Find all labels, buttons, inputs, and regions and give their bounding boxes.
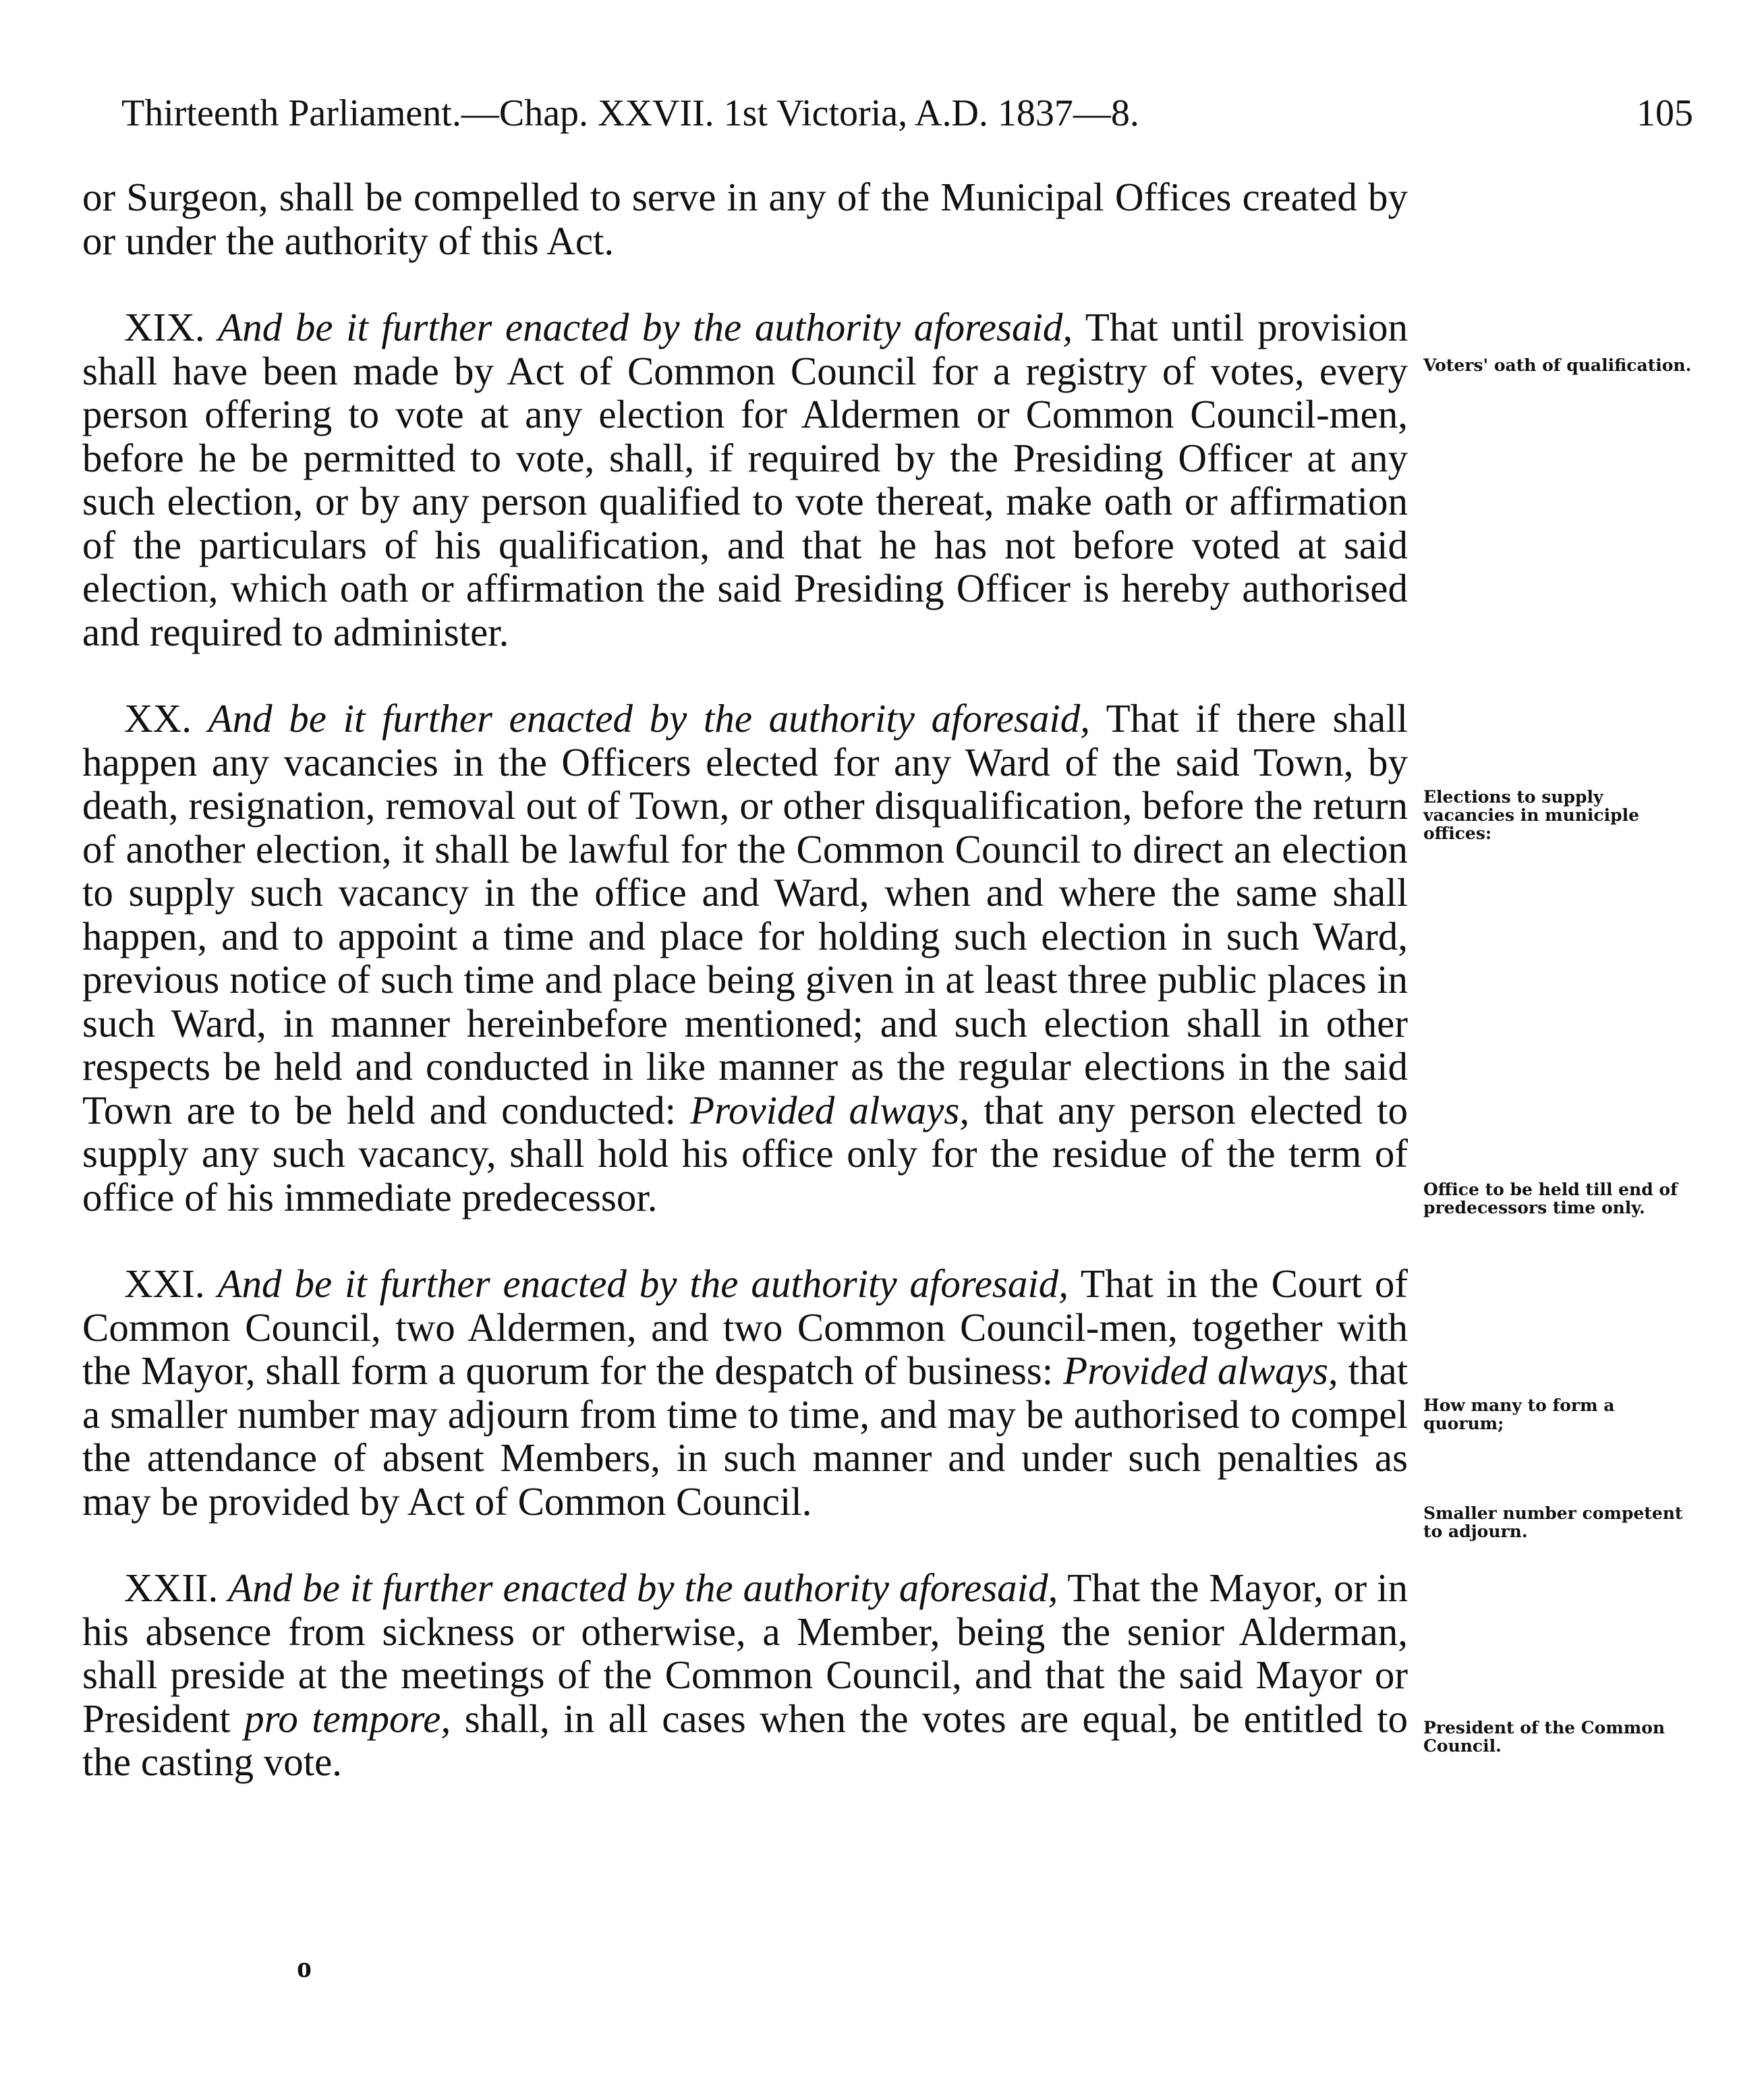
margin-note-office-term: Office to be held till end of predecessors time only. — [1423, 1180, 1678, 1217]
statute-text — [82, 175, 1408, 1827]
section-text: That in the Court of Common Council, two Aldermen, and two Common Council-men, together with the Mayor, shall form a quorum for the despatch of business: — [82, 1261, 1408, 1393]
section-text: That until provision shall have been made by Act of Common Council for a registry of votes, every person offering to vote at any election for Aldermen or Common Council-men, before he be permitted to vote, shall, if required by the Presiding Officer at any such election, or by any person qualified to vote thereat, make oath or affirmation of the particulars of his qualification, and that he has not before voted at said election, which oath or affirmation the said Presiding Officer is hereby authorised and required to administer. — [82, 305, 1409, 654]
section-xxii — [82, 1566, 1408, 1784]
margin-note-voters-oath: Voters' oath of qualification. — [1423, 355, 1692, 375]
section-text: That the Mayor, or in his absence from sickness or otherwise, a Member, being the senior Alderman, shall preside at the meetings of the Common Council, and that the said Mayor or President — [82, 1565, 1409, 1741]
section-text-after: shall, in all cases when the votes are equal, be entitled to the casting vote. — [82, 1696, 1409, 1784]
section-text-after: that a smaller number may adjourn from time to time, and may be authorised to compel the attendance of absent Members, in such manner and under such penalties as may be provided by Act of Common Council. — [82, 1348, 1409, 1524]
margin-note-president: President of the Common Council. — [1423, 1718, 1666, 1756]
section-xx — [82, 697, 1408, 1219]
page-number: 105 — [1637, 92, 1693, 134]
margin-note-elections-vacancies: Elections to supply vacancies in municiple offices: — [1423, 787, 1640, 843]
proviso-clause: Provided always, — [1063, 1348, 1338, 1393]
section-number: XXI. — [124, 1261, 205, 1306]
margin-note-adjourn: Smaller number competent to adjourn. — [1423, 1503, 1683, 1541]
margin-note-quorum: How many to form a quorum; — [1423, 1396, 1615, 1433]
enacting-clause: And be it further enacted by the authority aforesaid, — [217, 1261, 1069, 1306]
section-xxi — [82, 1262, 1408, 1523]
enacting-clause: And be it further enacted by the authority aforesaid, — [208, 696, 1091, 741]
enacting-clause: And be it further enacted by the authority aforesaid, — [228, 1565, 1058, 1610]
section-xix — [82, 306, 1408, 654]
running-header — [121, 86, 1693, 140]
section-number: XXII. — [124, 1565, 219, 1610]
section-text: That if there shall happen any vacancies in the Officers elected for any Ward of the said Town, by death, resignation, removal out of Town, or other disqualification, before the return of another election, it shall be lawful for the Common Council to direct an election to supply such vacancy in the office and Ward, when and where the same shall happen, and to appoint a time and place for holding such election in such Ward, previous notice of such time and place being given in at least three public places in such Ward, in manner hereinbefore mentioned; and such election shall in other respects be held and conducted in like manner as the regular elections in the said Town are to be held and conducted: — [82, 696, 1409, 1132]
section-number: XIX. — [124, 305, 205, 349]
running-title: Thirteenth Parliament.—Chap. XXVII. 1st Victoria, A.D. 1837—8. — [121, 92, 1139, 134]
enacting-clause: And be it further enacted by the authority aforesaid, — [218, 305, 1073, 349]
section-number: XX. — [124, 696, 192, 741]
section-text-after: that any person elected to supply any such vacancy, shall hold his office only for the residue of the term of office of his immediate predecessor. — [82, 1087, 1408, 1219]
footer-mark: o — [297, 1951, 312, 1984]
latin-phrase: pro tempore, — [244, 1696, 451, 1741]
proviso-clause: Provided always, — [690, 1087, 970, 1132]
continued-paragraph: or Surgeon, shall be compelled to serve in any of the Municipal Offices created by or under the authority of this Act. — [82, 175, 1408, 263]
